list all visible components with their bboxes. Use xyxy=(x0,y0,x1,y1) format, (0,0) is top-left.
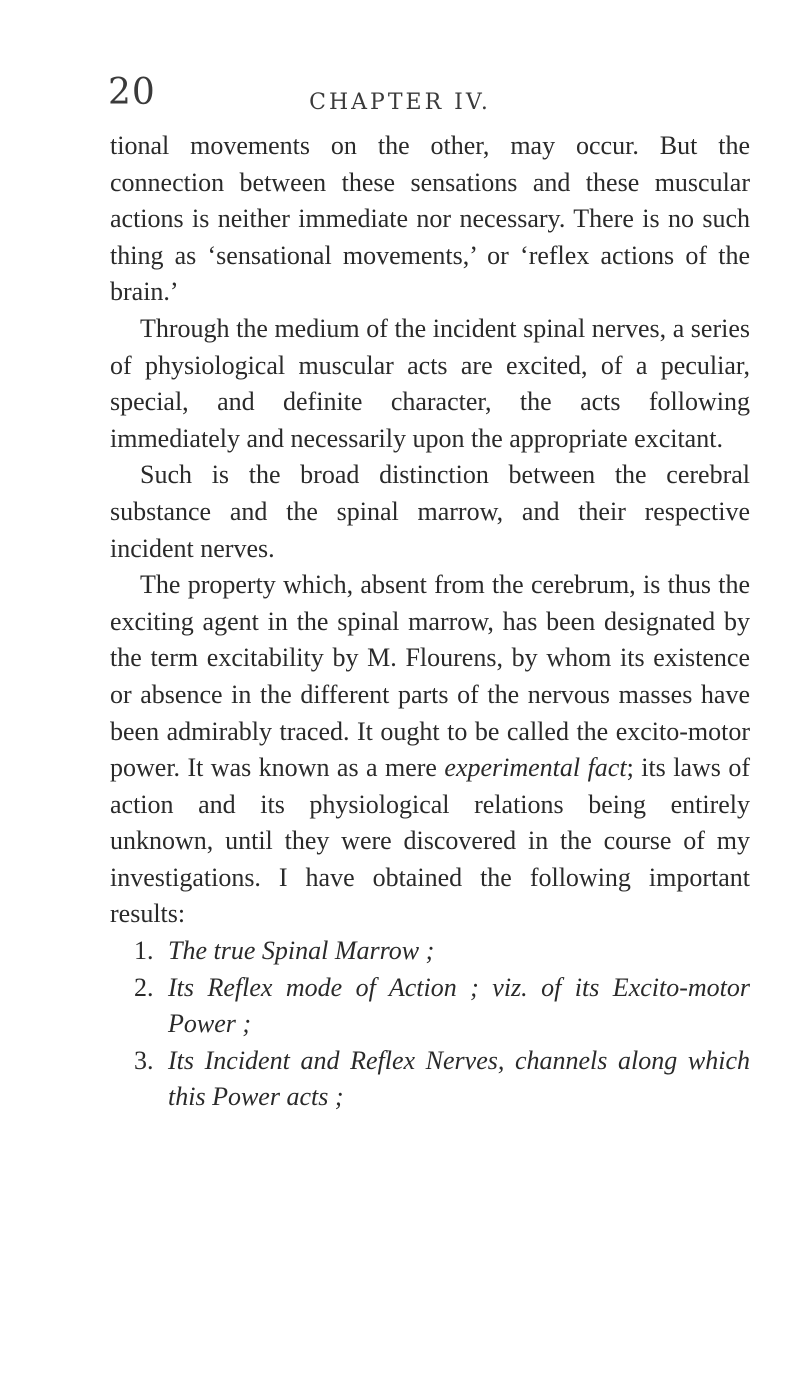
results-list xyxy=(110,933,750,1116)
list-item-text: Its Reflex mode of Action ; viz. of its Excito-motor Power ; xyxy=(168,972,750,1039)
page-number: 20 xyxy=(108,72,156,113)
paragraph-incident-nerves: Through the medium of the incident spinal nerves, a series of physiological muscular acts are excited, of a peculiar, special, and definite character, the acts following immediately and necessarily upon the appropriate excitant. xyxy=(110,313,750,453)
list-item xyxy=(110,933,750,970)
list-item-text: Its Incident and Reflex Nerves, channels along which this Power acts ; xyxy=(168,1045,750,1112)
italic-phrase: experimental fact xyxy=(444,753,627,783)
list-item-number: 3. xyxy=(134,1045,154,1075)
list-item xyxy=(110,970,750,1043)
body-text xyxy=(110,128,750,1116)
list-item-number: 1. xyxy=(134,936,154,966)
list-item-text: The true Spinal Marrow ; xyxy=(168,936,435,966)
paragraph-distinction: Such is the broad distinction between the cerebral substance and the spinal marrow, and their respective incident nerves. xyxy=(110,460,750,563)
paragraph-text-part: The property which, absent from the cerebrum, is thus the exciting agent in the spinal marrow, has been designated by the term excitability by M. Flourens, by whom its existence or absence in the different parts of the nervous masses have been admirably traced. It ought to be called the excito-motor power. It was known as a mere xyxy=(110,570,750,783)
paragraph-continuation: tional movements on the other, may occur. But the connection between these sensations and these muscular actions is neither immediate nor necessary. There is no such thing as ‘sensational movements,’ or ‘reflex actions of the brain.’ xyxy=(110,131,750,307)
paragraph-text-part: ; its laws of action and its physiological relations being entirely unknown, until they were discovered in the course of my investigations. I have obtained the following important results: xyxy=(110,753,750,929)
list-item xyxy=(110,1043,750,1116)
paragraph-excito-motor xyxy=(110,567,750,933)
list-item-number: 2. xyxy=(134,972,154,1002)
running-head: CHAPTER IV. xyxy=(309,90,491,115)
